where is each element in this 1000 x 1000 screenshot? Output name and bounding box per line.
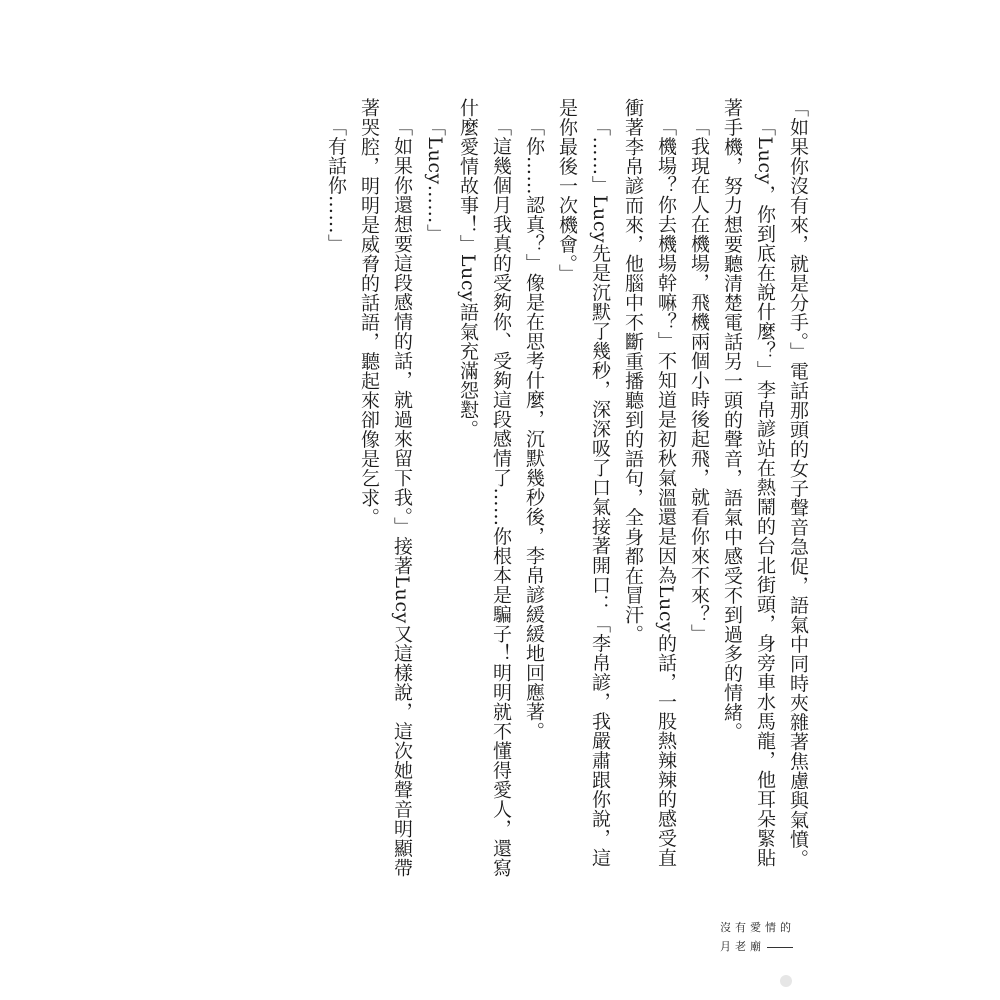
- paragraph: 「有話你……」: [325, 117, 347, 254]
- paragraph: 「如果你沒有來，就是分手。」電話那頭的女子聲音急促，語氣中同時夾雜著焦慮與氣憤。: [787, 98, 809, 869]
- paragraph: 「這幾個月我真的受夠你、受夠這段感情了……你根本是騙子！明明就不懂得愛人，還寫什麼愛情故事！」Lucy語氣充滿怨懟。: [457, 98, 512, 878]
- paragraph: 「……」Lucy先是沉默了幾秒，深深吸了口氣接著開口：「李帛諺，我嚴肅跟你說，這是你最後一次機會。」: [556, 98, 611, 868]
- body-text: [319, 98, 814, 878]
- paragraph: 「你……認真？」像是在思考什麼，沉默幾秒後，李帛諺緩緩地回應著。: [523, 117, 545, 741]
- paragraph: 「Lucy……」: [424, 117, 446, 244]
- footer-book-title-line2: 月老廟: [720, 940, 765, 953]
- paragraph: 「Lucy，你到底在說什麼？」李帛諺站在熱鬧的台北街頭，身旁車水馬龍，他耳朵緊貼著手機，努力想要聽清楚電話另一頭的聲音，語氣中感受不到過多的情緒。: [721, 98, 776, 868]
- page-corner-mark: [780, 975, 792, 987]
- footer-dash: [767, 947, 793, 948]
- footer-book-title-cont: [720, 937, 810, 956]
- running-footer: [720, 918, 810, 956]
- paragraph: 「我現在人在機場，飛機兩個小時後起飛，就看你來不來？」: [688, 117, 710, 644]
- footer-book-title: 沒有愛情的: [720, 921, 795, 934]
- paragraph: 「如果你還想要這段感情的話，就過來留下我。」接著Lucy又這樣說，這次她聲音明顯帶著哭腔，明明是威脅的話語，聽起來卻像是乞求。: [358, 98, 413, 878]
- paragraph: 「機場？你去機場幹嘛？」不知道是初秋氣溫還是因為Lucy的話，一股熱辣辣的感受直衝著李帛諺而來，他腦中不斷重播聽到的語句，全身都在冒汗。: [622, 98, 677, 868]
